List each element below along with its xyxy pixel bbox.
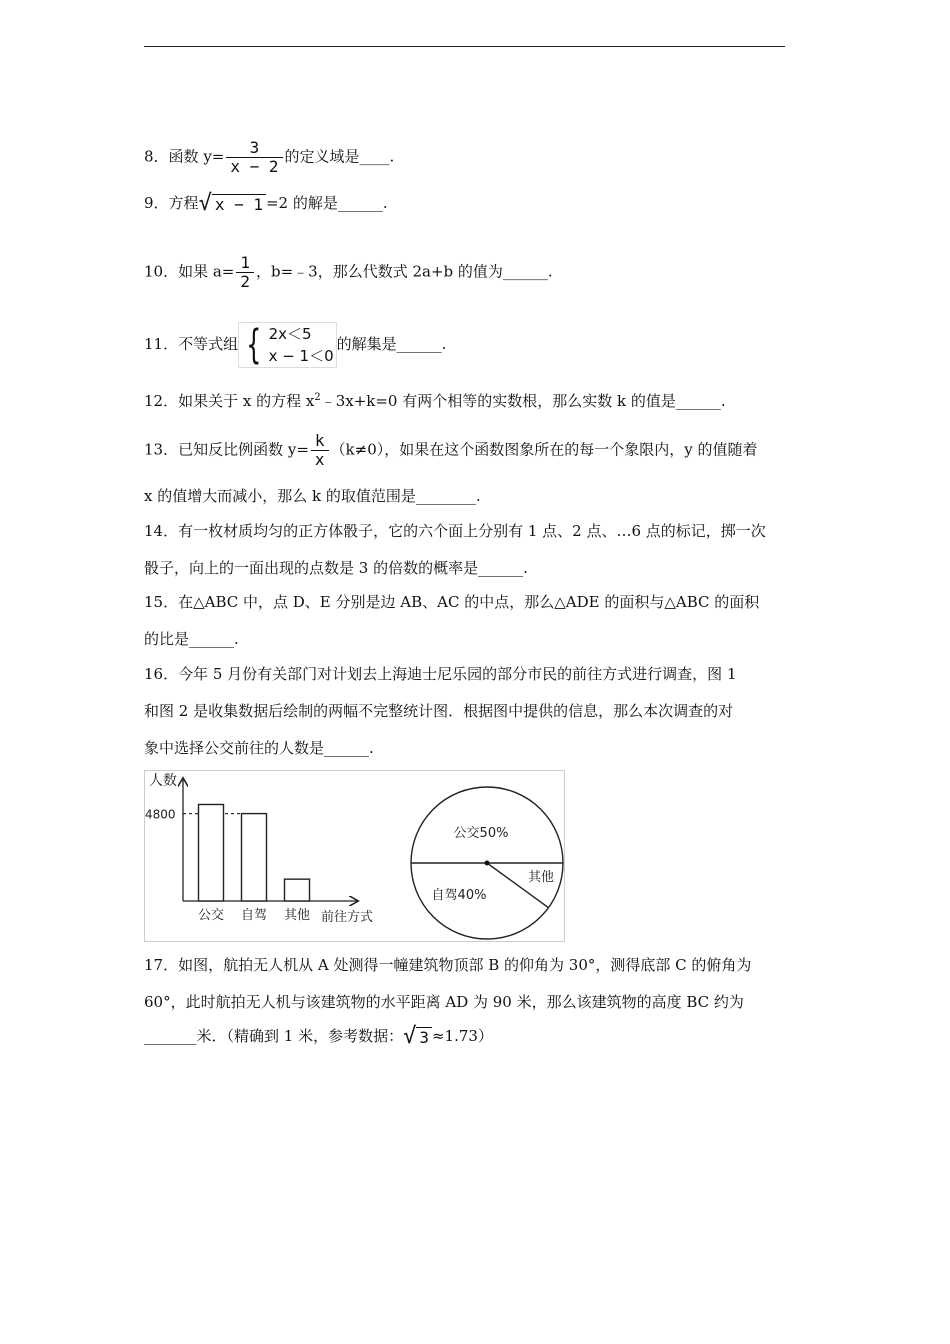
question-15-line1: 15．在△ABC 中，点 D、E 分别是边 AB、AC 的中点，那么△ADE 的面积与△ABC 的面积 (144, 593, 760, 611)
question-13-line2: x 的值增大而减小，那么 k 的取值范围是________. (144, 487, 481, 505)
square-root: √ 3 (403, 1027, 432, 1048)
pie-label: 自驾40% (431, 888, 487, 903)
question-14-line1: 14．有一枚材质均匀的正方体骰子，它的六个面上分别有 1 点、2 点、…6 点的标记，掷一次 (144, 522, 766, 540)
question-13: 13．已知反比例函数 y= $\frac{k}{x}$ （k≠0），如果在这个函数图象所在的每一个象限内，y 的值随着 (144, 431, 758, 469)
question-8: 8．函数 y= $\frac{3}{x - 2}$ 的定义域是____. (144, 138, 395, 176)
pie-label: 公交50% (453, 826, 509, 841)
fraction: $\frac{1}{2}$ (236, 254, 254, 291)
question-9: 9．方程√ x − 1 =2 的解是______. (144, 190, 388, 216)
y-axis-label: 人数 (149, 773, 177, 789)
bar (242, 814, 267, 901)
x-tick-label: 自驾 (240, 908, 268, 923)
question-11: 11．不等式组 { 2x＜5 x − 1＜0 的解集是______. (144, 322, 447, 368)
pie-chart (411, 787, 563, 939)
question-10: 10．如果 a= $\frac{1}{2}$ ，b=﹣3，那么代数式 2a+b 的值为______. (144, 253, 553, 291)
x-tick-label: 其他 (283, 908, 311, 923)
question-12: 12．如果关于 x 的方程 $x^2﹣3x+k=0$ 有两个相等的实数根，那么实数 k 的值是______. (144, 392, 726, 410)
x-tick-label: 公交 (197, 908, 225, 923)
inequality-system: { 2x＜5 x − 1＜0 (238, 322, 337, 368)
fraction: $\frac{k}{x}$ (311, 432, 329, 469)
question-16-line1: 16．今年 5 月份有关部门对计划去上海迪士尼乐园的部分市民的前往方式进行调查，图 1 (144, 665, 737, 683)
x-axis-label: 前往方式 (321, 910, 374, 925)
bar (285, 879, 310, 901)
question-14-line2: 骰子，向上的一面出现的点数是 3 的倍数的概率是______. (144, 559, 528, 577)
y-tick-label: 4800 (145, 807, 176, 822)
square-root: √ x − 1 (199, 194, 266, 215)
question-17-line2: 60°，此时航拍无人机与该建筑物的水平距离 AD 为 90 米，那么该建筑物的高度 BC 约为 (144, 993, 744, 1011)
pie-label: 其他 (527, 870, 555, 885)
fraction: $\frac{3}{x - 2}$ (226, 139, 282, 176)
question-16-line2: 和图 2 是收集数据后绘制的两幅不完整统计图．根据图中提供的信息，那么本次调查的对 (144, 702, 734, 720)
pie-center (485, 861, 490, 866)
bar-chart (145, 772, 373, 925)
header-rule (144, 46, 785, 47)
statistics-figure (144, 770, 565, 942)
bar (199, 804, 224, 901)
question-17-line3: _______米．（精确到 1 米，参考数据：√ 3 ≈1.73） (144, 1023, 493, 1049)
question-15-line2: 的比是______. (144, 630, 239, 648)
question-17-line1: 17．如图，航拍无人机从 A 处测得一幢建筑物顶部 B 的仰角为 30°，测得底部 C 的俯角为 (144, 956, 752, 974)
question-16-line3: 象中选择公交前往的人数是______. (144, 739, 374, 757)
